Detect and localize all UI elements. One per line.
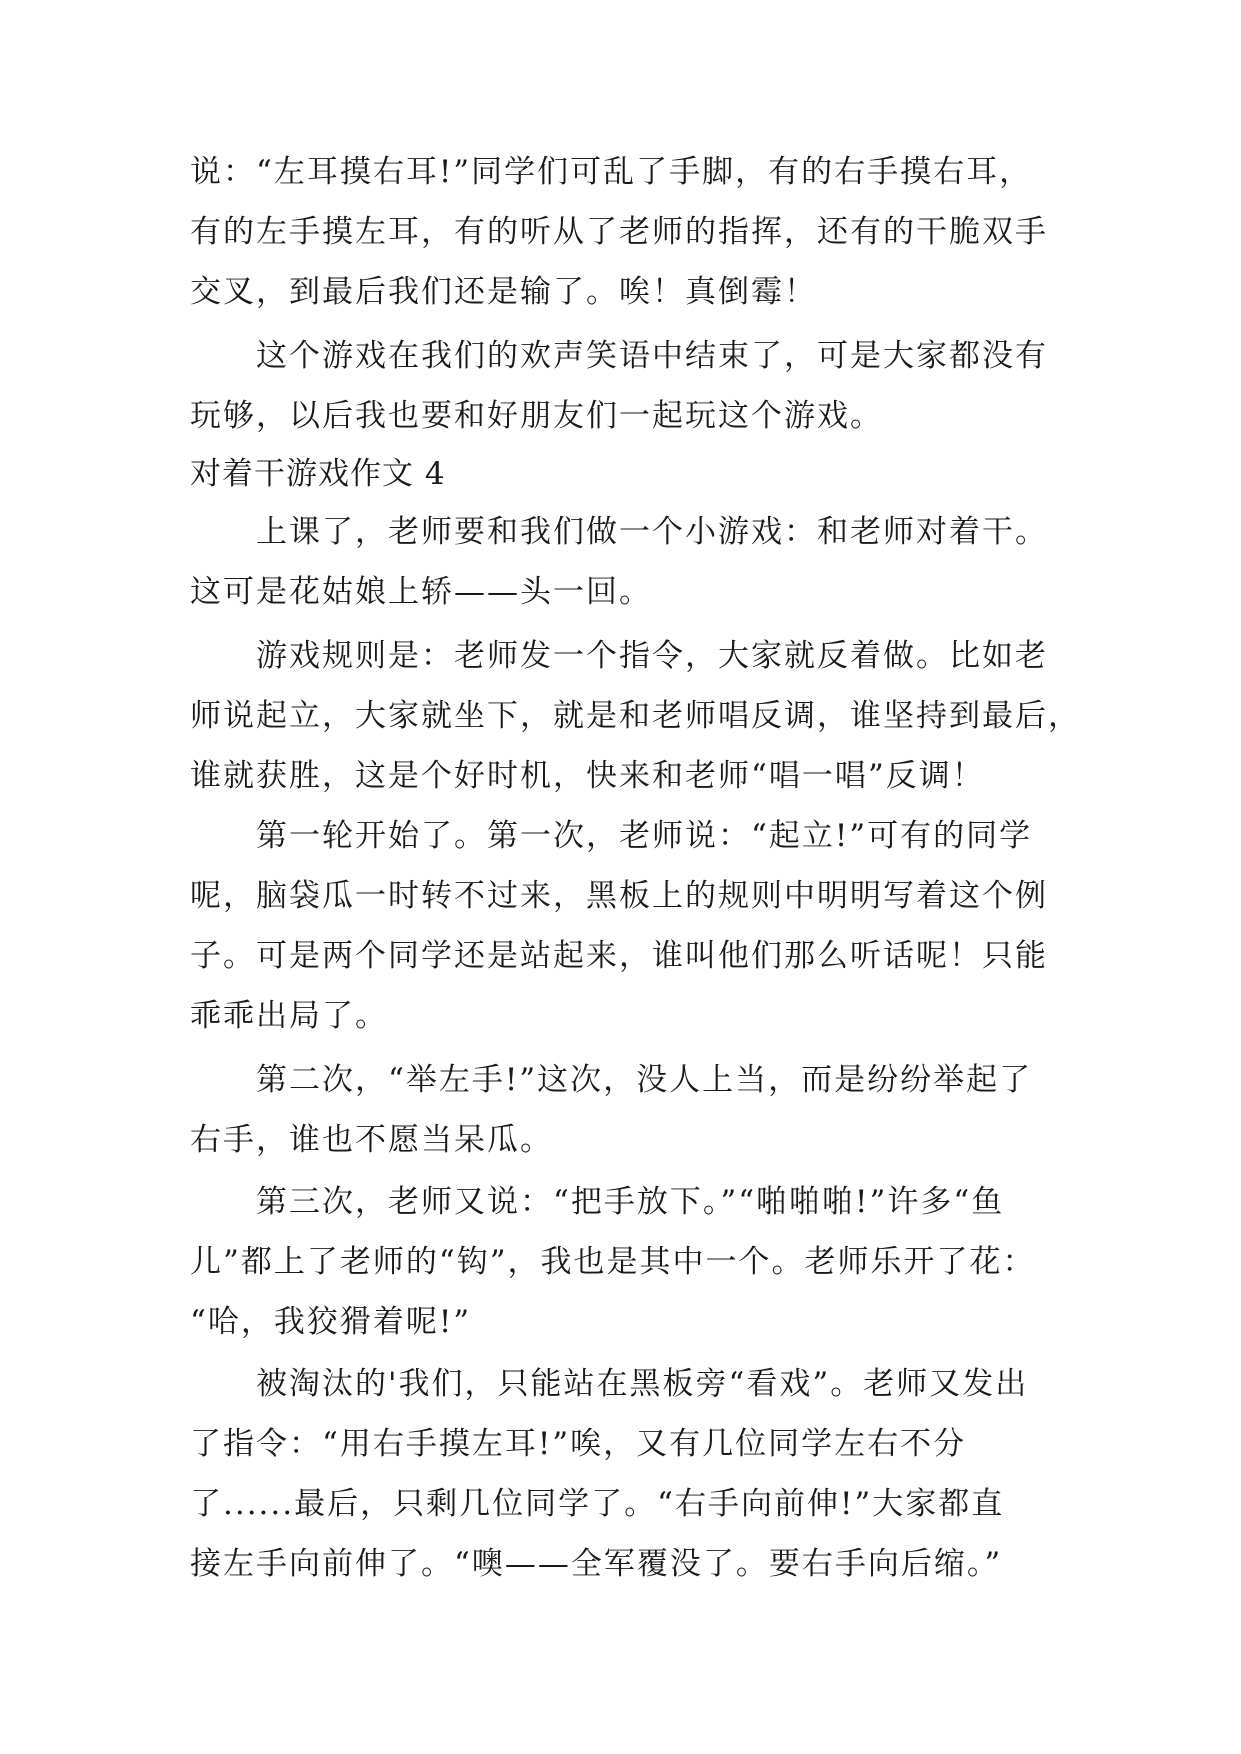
paragraph-start-line: 第二次，“举左手!”这次，没人上当，而是纷纷举起了 — [256, 1062, 1033, 1098]
text-line: 了......最后，只剩几位同学了。“右手向前伸!”大家都直 — [190, 1486, 1005, 1522]
paragraph-start-line: 上课了，老师要和我们做一个小游戏：和老师对着干。 — [256, 514, 1048, 550]
text-line: 右手，谁也不愿当呆瓜。 — [190, 1122, 553, 1158]
paragraph-start-line: 第一轮开始了。第一次，老师说：“起立!”可有的同学 — [256, 818, 1033, 854]
text-line: 子。可是两个同学还是站起来，谁叫他们那么听话呢！只能 — [190, 938, 1048, 974]
text-line: 交叉，到最后我们还是输了。唉！真倒霉！ — [190, 274, 817, 310]
paragraph-start-line: 这个游戏在我们的欢声笑语中结束了，可是大家都没有 — [256, 338, 1048, 374]
text-line: 乖乖出局了。 — [190, 998, 388, 1034]
text-line: 了指令：“用右手摸左耳!”唉，又有几位同学左右不分 — [190, 1426, 967, 1462]
text-line: 谁就获胜，这是个好时机，快来和老师“唱一唱”反调！ — [190, 758, 985, 794]
paragraph-start-line: 被淘汰的'我们，只能站在黑板旁“看戏”。老师又发出 — [256, 1366, 1029, 1402]
text-line: 说：“左耳摸右耳!”同学们可乱了手脚，有的右手摸右耳， — [190, 154, 1033, 190]
text-line: 有的左手摸左耳，有的听从了老师的指挥，还有的干脆双手 — [190, 214, 1048, 250]
text-line: 呢，脑袋瓜一时转不过来，黑板上的规则中明明写着这个例 — [190, 878, 1048, 914]
section-heading: 对着干游戏作文 4 — [190, 456, 446, 492]
text-line: “哈，我狡猾着呢!” — [190, 1304, 472, 1340]
text-line: 这可是花姑娘上轿——头一回。 — [190, 574, 652, 610]
text-line: 接左手向前伸了。“噢——全军覆没了。要右手向后缩。” — [190, 1546, 1003, 1582]
paragraph-start-line: 游戏规则是：老师发一个指令，大家就反着做。比如老 — [256, 638, 1048, 674]
text-line: 师说起立，大家就坐下，就是和老师唱反调，谁坚持到最后， — [190, 698, 1081, 734]
text-line: 儿”都上了老师的“钩”，我也是其中一个。老师乐开了花： — [190, 1244, 1036, 1280]
paragraph-start-line: 第三次，老师又说：“把手放下。”“啪啪啪!”许多“鱼 — [256, 1184, 1005, 1220]
text-line: 玩够，以后我也要和好朋友们一起玩这个游戏。 — [190, 398, 883, 434]
